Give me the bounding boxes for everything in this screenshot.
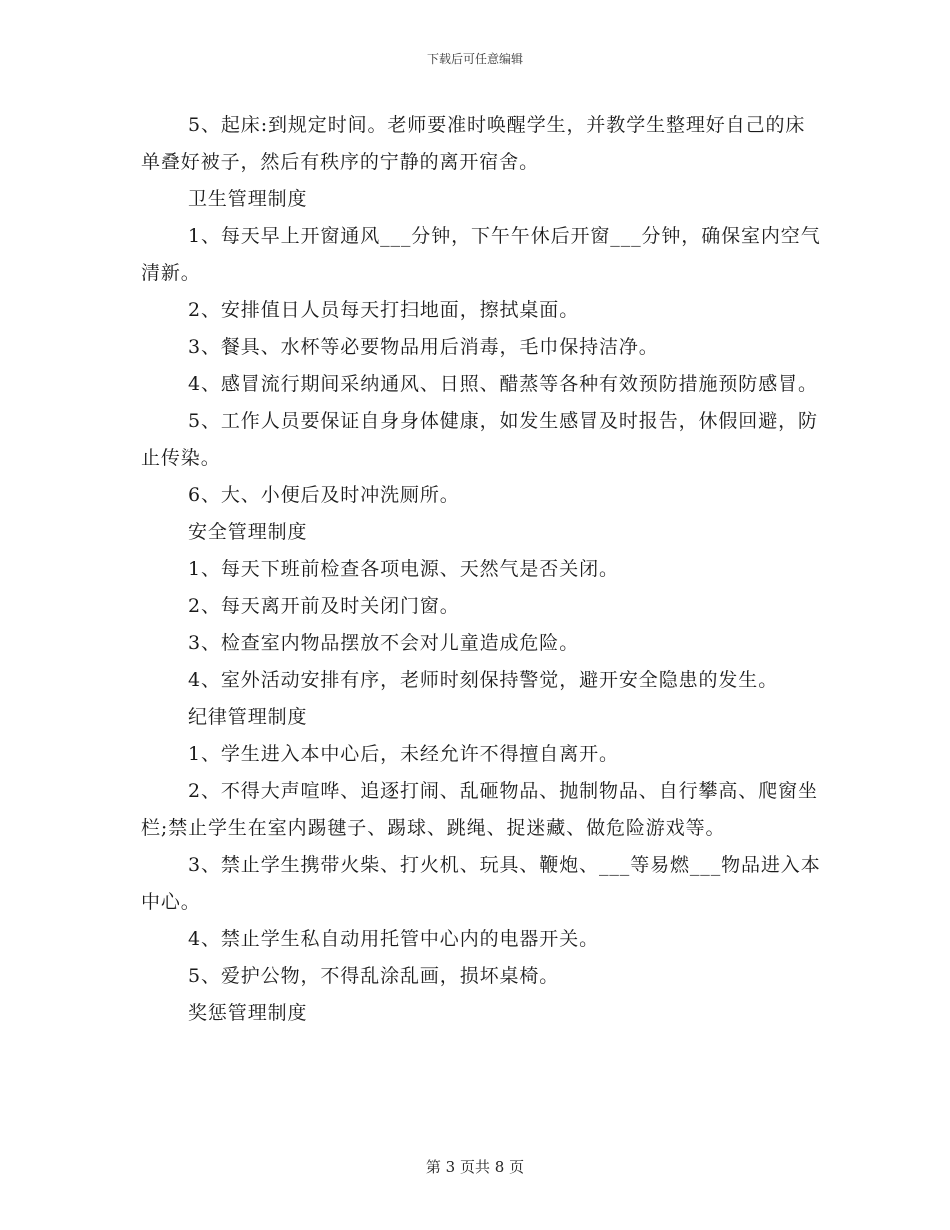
paragraph: 5、起床:到规定时间。老师要准时唤醒学生，并教学生整理好自己的床单叠好被子，然后有秩序的宁静的离开宿舍。 — [141, 114, 806, 173]
paragraph: 3、检查室内物品摆放不会对儿童造成危险。 — [188, 632, 580, 654]
document-body — [141, 107, 821, 1032]
paragraph: 6、大、小便后及时冲洗厕所。 — [188, 484, 460, 506]
paragraph: 1、学生进入本中心后，未经允许不得擅自离开。 — [188, 743, 619, 765]
paragraph: 3、禁止学生携带火柴、打火机、玩具、鞭炮、___等易燃___物品进入本中心。 — [141, 854, 821, 913]
paragraph: 1、每天下班前检查各项电源、天然气是否关闭。 — [188, 558, 619, 580]
paragraph: 1、每天早上开窗通风___分钟，下午午休后开窗___分钟，确保室内空气清新。 — [141, 225, 821, 284]
paragraph: 2、安排值日人员每天打扫地面，擦拭桌面。 — [188, 299, 580, 321]
paragraph: 4、禁止学生私自动用托管中心内的电器开关。 — [188, 928, 599, 950]
paragraph: 5、爱护公物，不得乱涂乱画，损坏桌椅。 — [188, 965, 560, 987]
paragraph: 4、室外活动安排有序，老师时刻保持警觉，避开安全隐患的发生。 — [188, 669, 779, 691]
section-heading-discipline: 纪律管理制度 — [188, 706, 308, 728]
page-header: 下载后可任意编辑 — [426, 52, 523, 66]
paragraph: 3、餐具、水杯等必要物品用后消毒，毛巾保持洁净。 — [188, 336, 659, 358]
paragraph: 2、每天离开前及时关闭门窗。 — [188, 595, 460, 617]
paragraph: 5、工作人员要保证自身身体健康，如发生感冒及时报告，休假回避，防止传染。 — [141, 410, 818, 469]
section-heading-hygiene: 卫生管理制度 — [188, 188, 308, 210]
page-footer: 第 3 页共 8 页 — [425, 1158, 525, 1176]
section-heading-safety: 安全管理制度 — [188, 521, 308, 543]
section-heading-rewards: 奖惩管理制度 — [188, 1002, 308, 1024]
paragraph: 2、不得大声喧哗、追逐打闹、乱砸物品、抛制物品、自行攀高、爬窗坐栏;禁止学生在室内踢毽子、踢球、跳绳、捉迷藏、做危险游戏等。 — [141, 780, 818, 839]
paragraph: 4、感冒流行期间采纳通风、日照、醋蒸等各种有效预防措施预防感冒。 — [188, 373, 818, 395]
